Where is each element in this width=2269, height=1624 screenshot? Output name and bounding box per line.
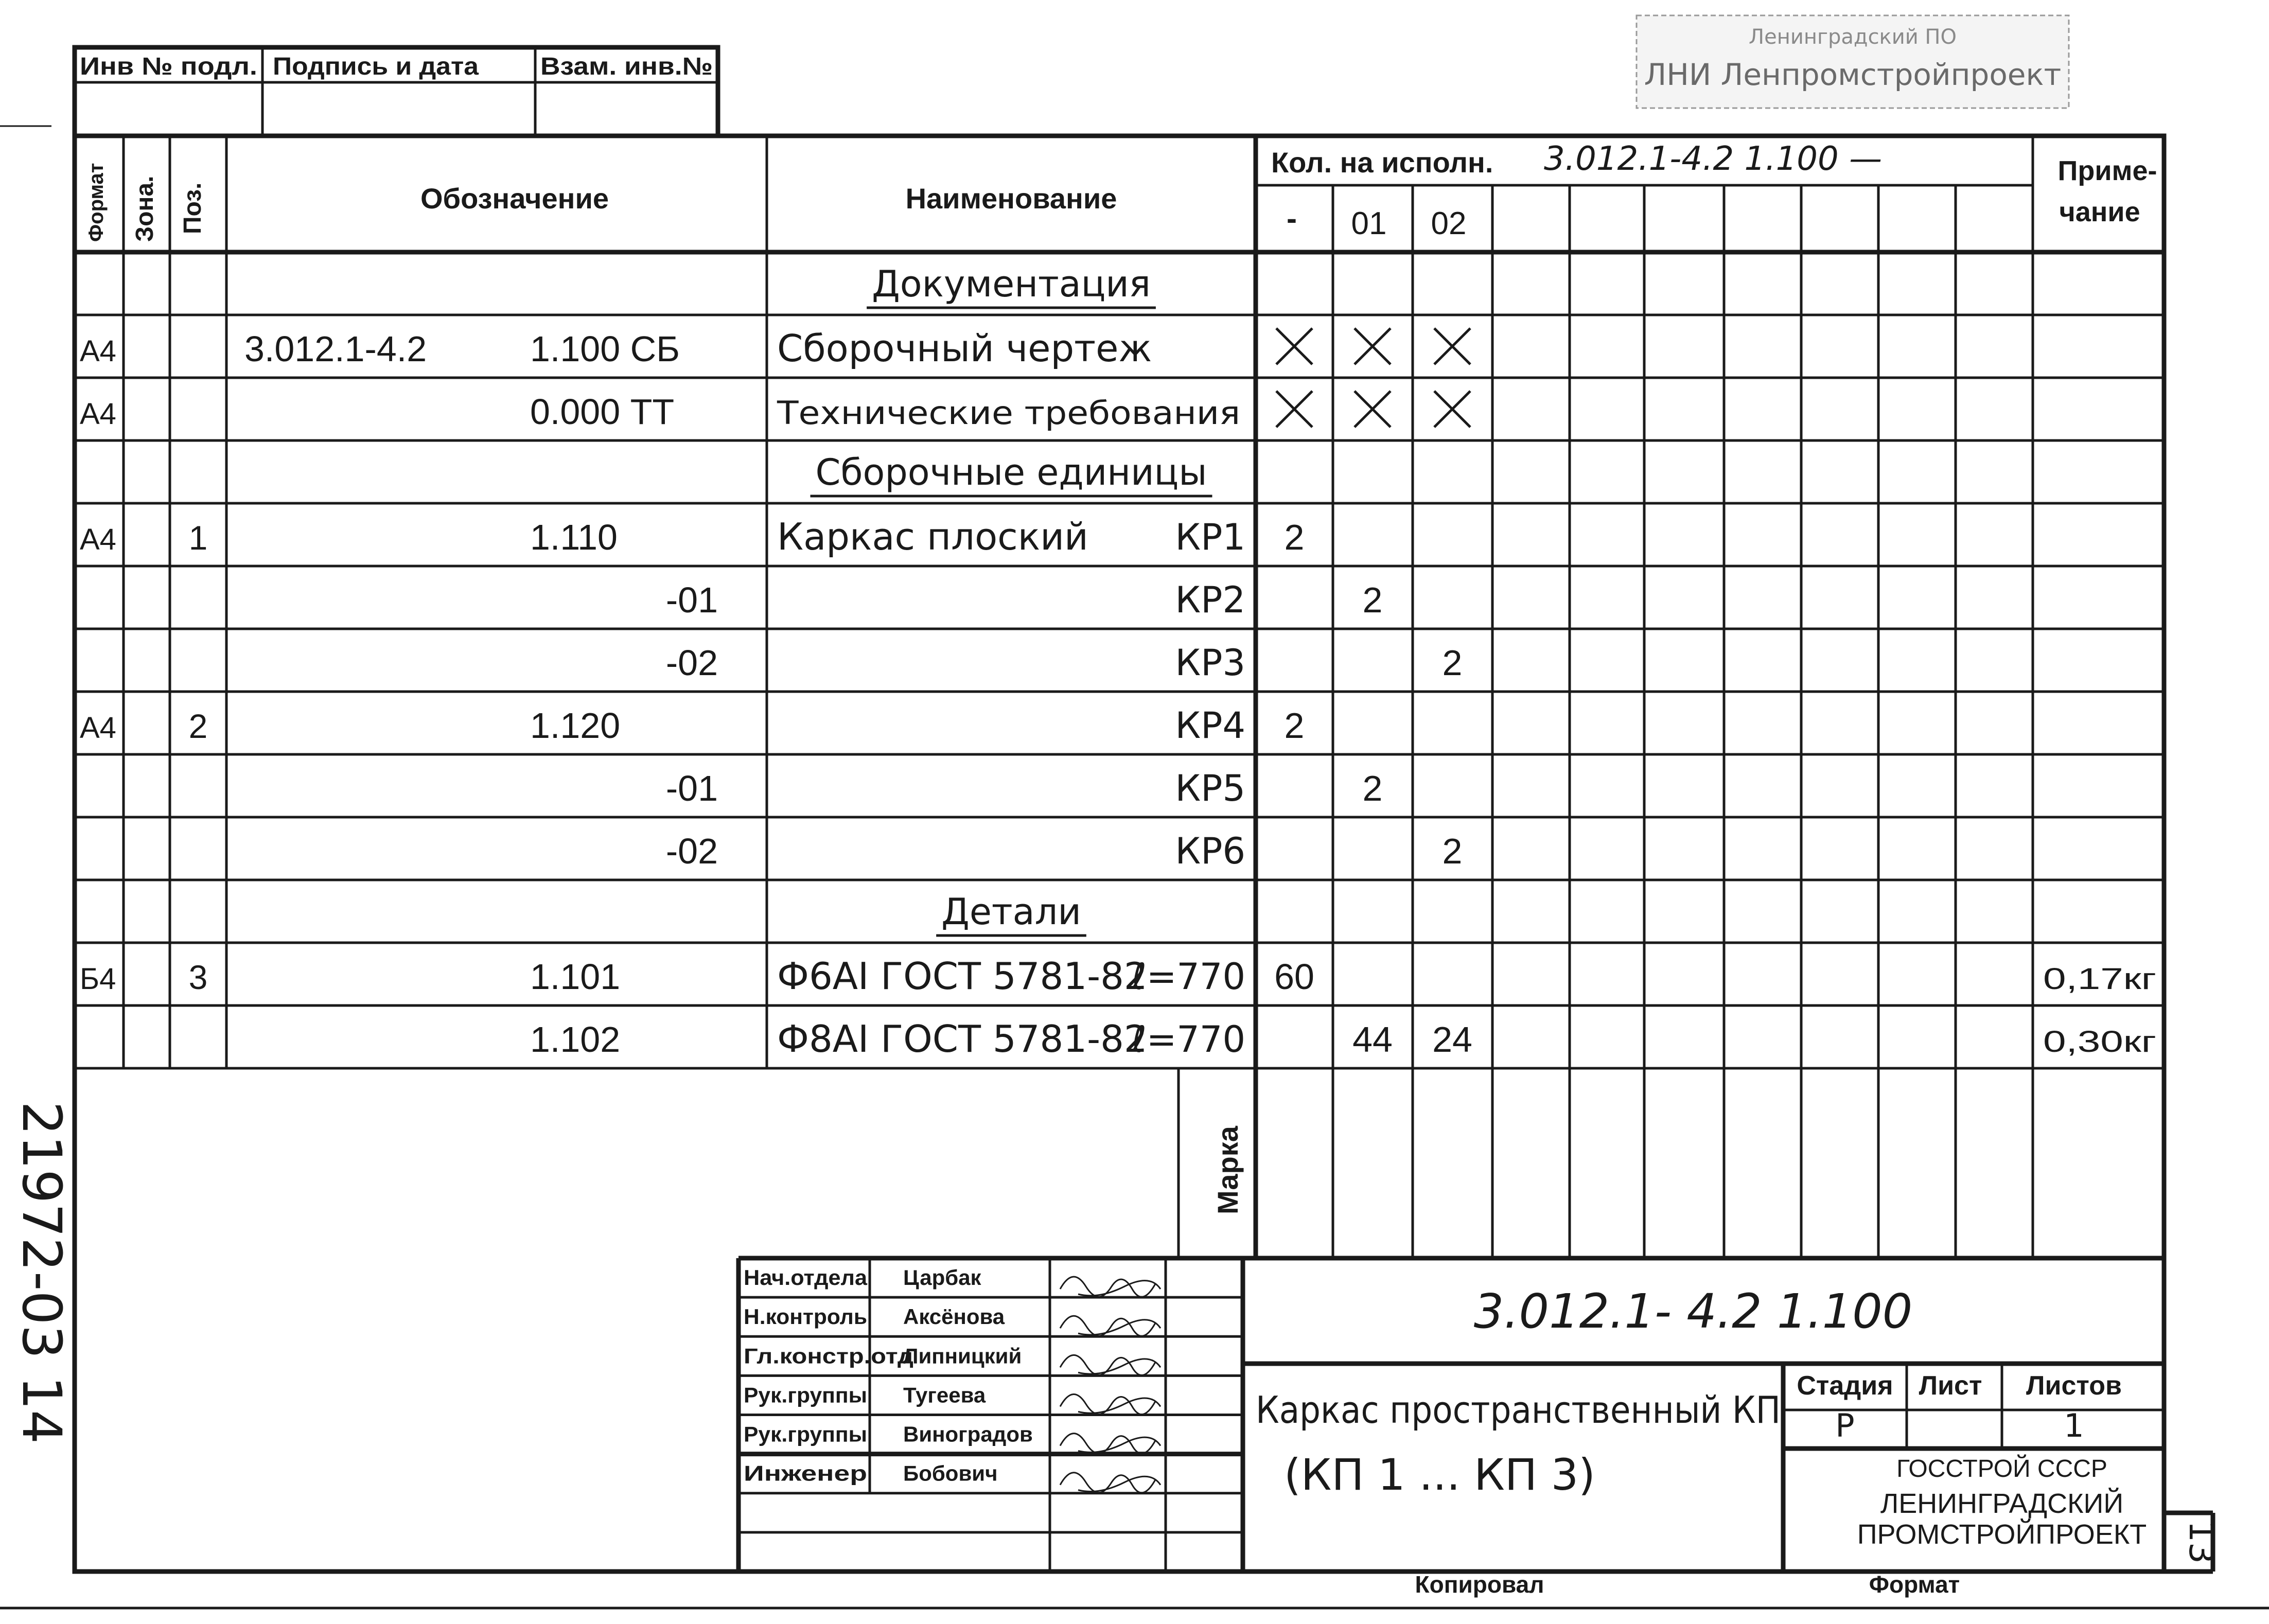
handwritten-signature	[1060, 1473, 1160, 1493]
cell-naimenovanie: Технические требования	[776, 394, 1240, 432]
signature-role: Рук.группы	[744, 1383, 867, 1407]
cell-qty-2: ✕	[1452, 424, 1453, 425]
header-col-01: 01	[1351, 206, 1387, 241]
section-heading: Сборочные единицы	[815, 451, 1207, 493]
cell-oboznachenie-number: 1.120	[530, 705, 621, 746]
cell-oboznachenie-number: 0.000 ТТ	[530, 392, 675, 432]
cell-format: А4	[80, 711, 116, 745]
signature-role: Инженер	[744, 1461, 867, 1486]
header-poz: Поз.	[179, 182, 206, 234]
signature-name: Липницкий	[903, 1344, 1022, 1368]
cell-poz: 2	[188, 707, 208, 745]
cell-marka: КР6	[1175, 830, 1245, 872]
signature-row	[744, 1383, 1160, 1414]
cell-oboznachenie-number: 1.110	[530, 517, 618, 557]
header-kol-code: 3.012.1-4.2 1.100 —	[1544, 140, 1883, 178]
vzam-inv-label: Взам. инв.№	[540, 53, 713, 80]
table-row	[80, 704, 1304, 747]
cell-qty-1: ✕	[1372, 361, 1373, 362]
header-primechanie-1: Приме-	[2057, 155, 2157, 186]
cell-qty-2: 2	[1442, 831, 1463, 871]
cell-oboznachenie-code: 3.012.1-4.2	[244, 329, 427, 369]
cell-qty-2: ✕	[1452, 361, 1453, 362]
signature-role: Нач.отдела	[744, 1265, 868, 1290]
header-format: Формат	[85, 163, 108, 242]
stamp-line2: ЛНИ Ленпромстройпроект	[1644, 57, 2062, 92]
header-zona: Зона.	[131, 175, 159, 242]
table-row	[867, 263, 1156, 308]
title-name-line2: (КП 1 ... КП 3)	[1284, 1450, 1595, 1500]
cell-marka: КР5	[1175, 767, 1245, 809]
cell-qty-0: ✕	[1294, 361, 1295, 362]
list-label: Лист	[1919, 1371, 1982, 1401]
org-line3: ПРОМСТРОЙПРОЕКТ	[1857, 1519, 2147, 1550]
table-row	[666, 767, 1383, 809]
signature-name: Тугеева	[903, 1383, 986, 1407]
stadiya-label: Стадия	[1797, 1371, 1893, 1401]
top-left-box	[75, 47, 718, 136]
cell-marka: КР1	[1175, 516, 1245, 558]
organization-stamp	[1637, 15, 2069, 108]
cell-qty-0: 2	[1284, 517, 1305, 557]
table-row	[80, 955, 2156, 998]
header-col-02: 02	[1431, 206, 1467, 241]
cell-marka: КР3	[1175, 642, 1245, 684]
cell-qty-1: 44	[1352, 1019, 1393, 1060]
signature-role: Рук.группы	[744, 1422, 867, 1446]
table-row	[666, 642, 1463, 684]
cell-marka: КР4	[1175, 704, 1245, 747]
handwritten-signature	[1060, 1277, 1160, 1297]
header-col-dash: -	[1287, 201, 1297, 236]
table-body	[80, 263, 2156, 1061]
section-heading: Детали	[941, 891, 1081, 933]
header-primechanie-2: чание	[2059, 197, 2140, 227]
cell-qty-0: ✕	[1294, 424, 1295, 425]
cell-qty-0: 60	[1274, 957, 1314, 997]
cell-qty-1: 2	[1362, 580, 1383, 620]
title-block	[1256, 1284, 2147, 1550]
title-doc-code: 3.012.1- 4.2 1.100	[1473, 1284, 1913, 1339]
table-header	[85, 140, 2157, 242]
cell-oboznachenie-number: 1.102	[530, 1019, 621, 1060]
cell-primechanie: 0,17кг	[2043, 962, 2156, 996]
org-line2: ЛЕНИНГРАДСКИЙ	[1880, 1488, 2124, 1519]
footer-kopiroval: Копировал	[1415, 1571, 1544, 1598]
cell-naimenovanie: Ф6АⅠ ГОСТ 5781-82	[777, 955, 1148, 998]
cell-naimenovanie: Сборочный чертеж	[777, 327, 1152, 370]
cell-oboznachenie-suffix: -01	[665, 580, 718, 620]
inv-podl-label: Инв № подл.	[80, 53, 257, 80]
table-row	[666, 830, 1463, 872]
cell-poz: 1	[188, 519, 208, 557]
signature-name: Аксёнова	[903, 1304, 1005, 1329]
signature-block	[744, 1265, 1160, 1493]
cell-qty-1: ✕	[1372, 424, 1373, 425]
table-row	[666, 579, 1383, 621]
cell-format: А4	[80, 334, 116, 368]
cell-oboznachenie-number: 1.101	[530, 957, 621, 997]
cell-format: А4	[80, 523, 116, 556]
cell-oboznachenie-suffix: -02	[665, 643, 718, 683]
cell-qty-0: 2	[1284, 705, 1305, 746]
table-row	[530, 1017, 2156, 1061]
signature-row	[744, 1344, 1160, 1375]
cell-naimenovanie: Каркас плоский	[777, 515, 1088, 558]
signature-row	[744, 1422, 1160, 1454]
signature-row	[744, 1265, 1160, 1297]
signature-role: Гл.констр.отд	[744, 1344, 913, 1368]
cell-marka: ℓ=770	[1131, 956, 1245, 998]
archive-number: 21972-03 14	[10, 1101, 73, 1444]
cell-format: А4	[80, 397, 116, 431]
marka-label: Марка	[1211, 1126, 1244, 1214]
signature-row	[744, 1304, 1160, 1336]
signature-name: Виноградов	[903, 1422, 1033, 1446]
table-row	[811, 451, 1212, 496]
table-row	[80, 515, 1304, 558]
cell-marka: ℓ=770	[1131, 1018, 1245, 1061]
cell-naimenovanie: Ф8АⅠ ГОСТ 5781-82	[777, 1017, 1148, 1061]
cell-qty-2: 2	[1442, 643, 1463, 683]
signature-name: Царбак	[903, 1265, 981, 1290]
podpis-data-label: Подпись и дата	[273, 53, 479, 80]
listov-value: 1	[2064, 1407, 2084, 1444]
cell-oboznachenie-number: 1.100 СБ	[530, 329, 680, 369]
org-line1: ГОССТРОЙ СССР	[1896, 1455, 2107, 1482]
signature-name: Бобович	[903, 1461, 998, 1486]
cell-oboznachenie-suffix: -02	[665, 831, 718, 871]
handwritten-signature	[1060, 1434, 1160, 1454]
cell-qty-1: 2	[1362, 768, 1383, 808]
handwritten-signature	[1060, 1394, 1160, 1415]
stadiya-value: Р	[1835, 1407, 1855, 1444]
header-oboznachenie: Обозначение	[420, 182, 609, 215]
handwritten-signature	[1060, 1316, 1160, 1336]
handwritten-signature	[1060, 1355, 1160, 1375]
listov-label: Листов	[2026, 1371, 2122, 1401]
cell-qty-2: 24	[1432, 1019, 1472, 1060]
signature-row	[744, 1461, 1160, 1493]
title-name-line1: Каркас пространственный КП	[1256, 1388, 1781, 1432]
header-naimenovanie: Наименование	[905, 182, 1117, 215]
table-row	[936, 891, 1086, 935]
cell-primechanie: 0,30кг	[2043, 1025, 2156, 1058]
cell-format: Б4	[80, 962, 116, 996]
stamp-line1: Ленинградский ПО	[1749, 25, 1957, 49]
page-number: 13	[2182, 1521, 2221, 1564]
table-row	[80, 327, 1470, 370]
cell-marka: КР2	[1175, 579, 1245, 621]
cell-oboznachenie-suffix: -01	[665, 768, 718, 808]
signature-role: Н.контроль	[744, 1304, 867, 1329]
header-kol-na-ispoln: Кол. на исполн.	[1271, 146, 1493, 179]
section-heading: Документация	[872, 263, 1151, 305]
footer-format: Формат	[1869, 1571, 1960, 1598]
table-row	[80, 391, 1470, 432]
cell-poz: 3	[188, 958, 208, 996]
